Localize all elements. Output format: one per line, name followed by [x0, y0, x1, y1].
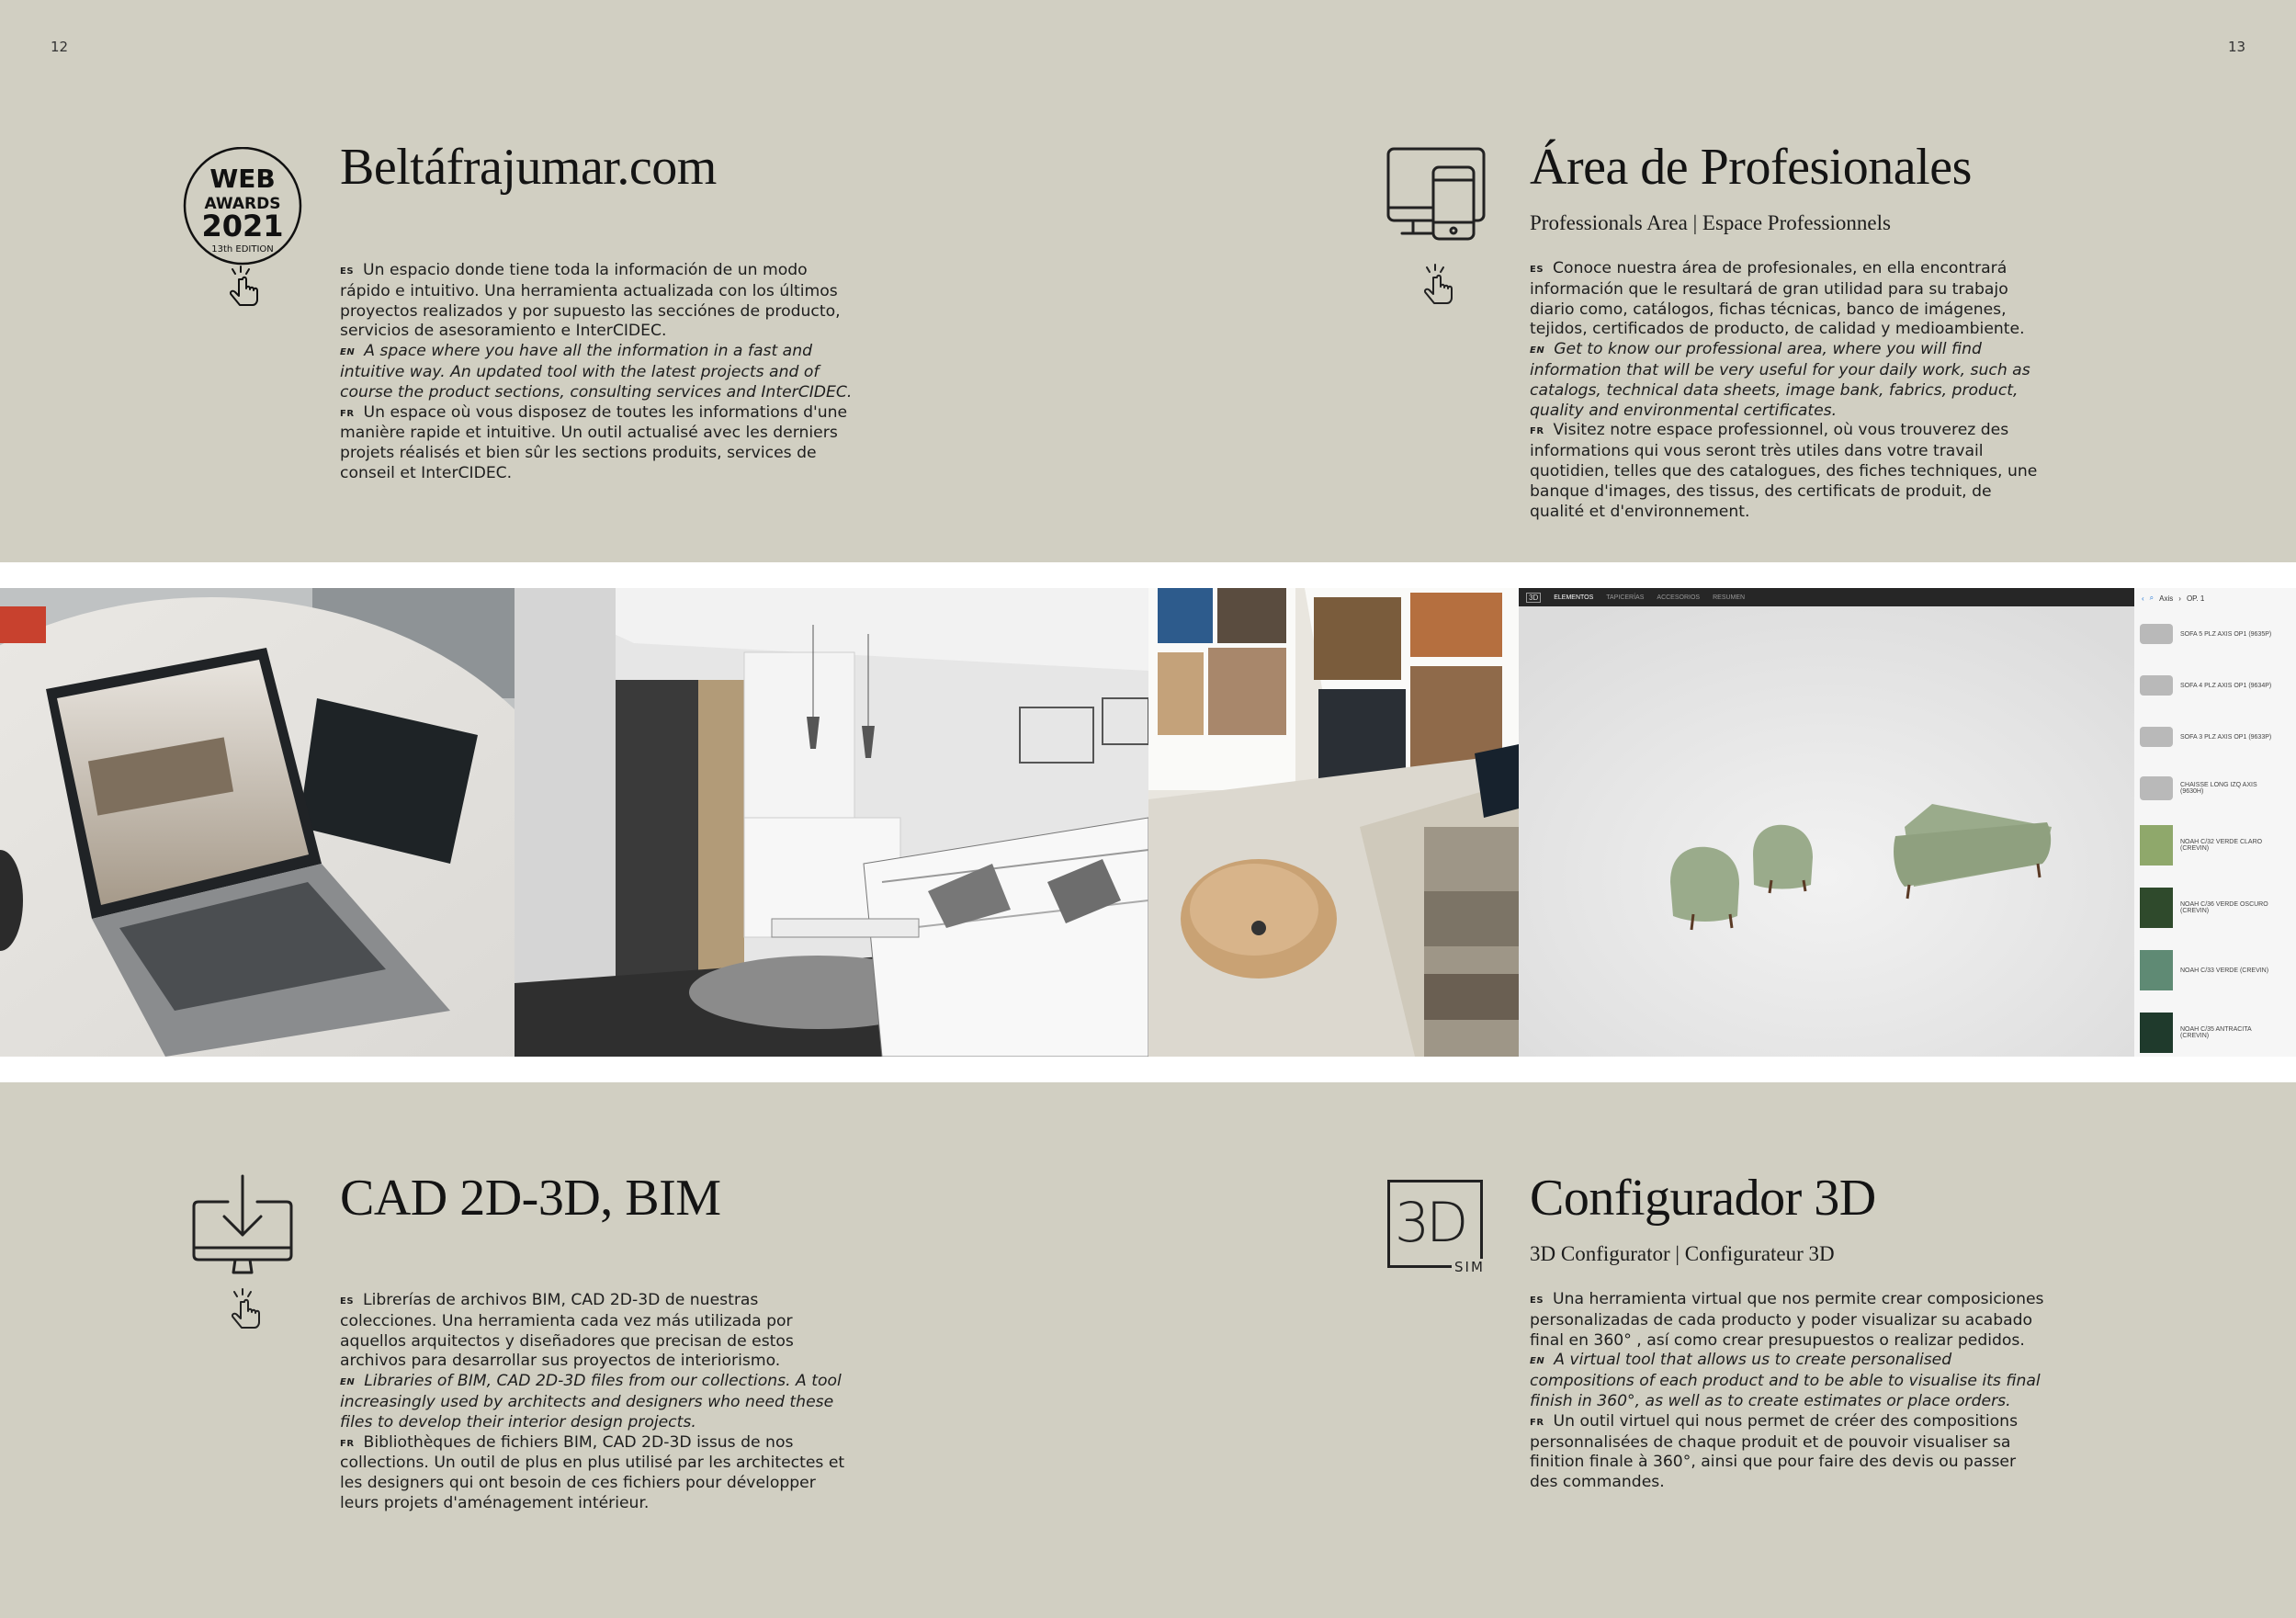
cad-title: CAD 2D-3D, BIM	[340, 1170, 721, 1227]
sofa-thumbnail-icon	[2140, 675, 2173, 696]
configurator-list-item[interactable]	[2134, 660, 2296, 711]
fabric-swatch-icon	[2140, 950, 2173, 990]
fabric-swatch-icon	[2140, 888, 2173, 928]
item-label: NOAH C/35 ANTRACITA (CREVIN)	[2180, 1026, 2252, 1039]
badge-edition-text: 13th EDITION	[211, 244, 274, 255]
badge-year-text: 2021	[201, 209, 284, 243]
web-awards-badge	[182, 147, 305, 312]
item-label: NOAH C/36 VERDE OSCURO (CREVIN)	[2180, 901, 2268, 914]
lang-fr-label: FR	[1530, 426, 1544, 437]
configurator-list-item[interactable]	[2134, 711, 2296, 763]
configurator-breadcrumb	[2134, 588, 2296, 608]
config-text-es: Una herramienta virtual que nos permite crear composiciones personalizadas de cada producto y poder visualizar su acabado final en 360° , así como crear presupuestos o realizar pedidos.	[1530, 1290, 2044, 1350]
item-label: NOAH C/33 VERDE (CREVIN)	[2180, 967, 2269, 974]
web-title: Beltáfrajumar.com	[340, 139, 717, 196]
config-subtitle: 3D Configurator | Configurateur 3D	[1530, 1242, 1835, 1265]
cad-section	[340, 1172, 854, 1514]
photo-strip	[0, 588, 2296, 1057]
config-text-en: A virtual tool that allows us to create personalised compositions of each product and to be able to visualise its final finish in 360°, as well as to create estimates or place orders.	[1530, 1351, 2041, 1410]
fabric-swatch-icon	[2140, 825, 2173, 866]
catalog-fabrics-photo	[1148, 588, 1519, 1057]
lang-es-label: ES	[340, 266, 355, 277]
item-label: SOFA 3 PLZ AXIS OP1 (9633P)	[2180, 733, 2272, 741]
web-section	[340, 141, 854, 484]
pro-body	[1530, 259, 2044, 522]
3d-sim-logo	[1386, 1178, 1488, 1277]
page-number-right: 13	[2228, 39, 2246, 55]
item-label: SOFA 5 PLZ AXIS OP1 (9635P)	[2180, 630, 2272, 638]
configurator-ui	[1519, 588, 2296, 1057]
lang-es-label: ES	[340, 1296, 355, 1307]
back-chevron-icon[interactable]: ‹	[2142, 594, 2144, 603]
tap-hand-icon	[231, 266, 257, 305]
interior-render-photo	[515, 588, 1148, 1057]
devices-icon	[1386, 145, 1487, 311]
logo-sim-text: SIM	[1452, 1259, 1487, 1275]
lang-fr-label: FR	[340, 408, 355, 419]
fabric-swatch-icon	[2140, 1013, 2173, 1053]
tab-tapicerias[interactable]: TAPICERÍAS	[1606, 594, 1645, 601]
cad-text-es: Librerías de archivos BIM, CAD 2D-3D de nuestras colecciones. Una herramienta cada vez más utilizada por aquellos arquitectos y diseñadores que precisan de estos archivos para desarrollar sus proyectos de interiorismo.	[340, 1291, 794, 1371]
logo-3d-text: 3D	[1395, 1191, 1465, 1255]
cad-body	[340, 1291, 854, 1514]
badge-web-text: WEB	[209, 164, 276, 194]
configurator-list-item[interactable]	[2134, 877, 2296, 939]
page-number-left: 12	[51, 39, 69, 55]
search-icon[interactable]: ⌕	[2149, 594, 2155, 602]
configurator-logo: 3D	[1526, 593, 1541, 603]
lang-fr-label: FR	[340, 1438, 355, 1449]
configurator-list-item[interactable]	[2134, 1001, 2296, 1057]
pro-text-en: Get to know our professional area, where you will find information that will be very useful for your daily work, such as catalogs, technical data sheets, image bank, fabrics, product, quality and environmental certificates.	[1530, 340, 2030, 420]
web-text-en: A space where you have all the information in a fast and intuitive way. An updated tool with the latest projects and of course the product sections, consulting services and InterCIDEC.	[340, 342, 853, 402]
configurator-list-item[interactable]	[2134, 608, 2296, 660]
lang-en-label: EN	[1530, 345, 1545, 356]
laptop-photo	[0, 588, 515, 1057]
web-text-es: Un espacio donde tiene toda la información de un modo rápido e intuitivo. Una herramienta actualizada con los últimos proyectos realizados y por supuesto las secciónes de producto, servicios de asesoramiento e InterCIDEC.	[340, 261, 841, 341]
sofa-thumbnail-icon	[2140, 624, 2173, 644]
configurator-toolbar	[1519, 588, 2134, 606]
chevron-right-icon: ›	[2178, 594, 2181, 603]
web-body	[340, 261, 854, 484]
pro-text-fr: Visitez notre espace professionnel, où vous trouverez des informations qui vous seront très utiles dans votre travail quotidien, telles que des catalogues, des fiches techniques, une banque d'images, des tissus, des certificats de produit, de qualité et d'environnement.	[1530, 421, 2038, 521]
lang-fr-label: FR	[1530, 1417, 1544, 1428]
breadcrumb-axis[interactable]: Axis	[2159, 594, 2174, 603]
lang-en-label: EN	[1530, 1356, 1545, 1367]
sofa-thumbnail-icon	[2140, 727, 2173, 747]
cad-text-en: Libraries of BIM, CAD 2D-3D files from our collections. A tool increasingly used by architects and designers who need these files to develop their interior design projects.	[340, 1372, 842, 1431]
configurator-list-item[interactable]	[2134, 939, 2296, 1001]
config-text-fr: Un outil virtuel qui nous permet de créer des compositions personnalisées de chaque produit et de pouvoir visualiser sa finition finale à 360°, ainsi que pour faire des devis ou passer des commandes.	[1530, 1411, 2019, 1492]
lang-es-label: ES	[1530, 265, 1544, 275]
cad-text-fr: Bibliothèques de fichiers BIM, CAD 2D-3D issus de nos collections. Un outil de plus en plus utilisé par les architectes et les designers qui ont besoin de ces fichiers pour développer leurs projets d'aménagement intérieur.	[340, 1432, 845, 1512]
item-label: NOAH C/32 VERDE CLARO (CREVIN)	[2180, 839, 2263, 852]
badge-awards-text: AWARDS	[204, 195, 281, 213]
lang-en-label: EN	[340, 1377, 356, 1388]
pro-section	[1530, 141, 2044, 522]
configurator-side-panel	[2134, 588, 2296, 1057]
web-text-fr: Un espace où vous disposez de toutes les informations d'une manière rapide et intuitive. Un outil actualisé avec les derniers projets réalisés et bien sûr les sections produits, services de conseil et InterCIDEC.	[340, 402, 848, 482]
pro-text-es: Conoce nuestra área de profesionales, en ella encontrará información que le resultará de gran utilidad para su trabajo diario como, catálogos, fichas técnicas, banco de imágenes, tejidos, certificados de producto, de calidad y medioambiente.	[1530, 259, 2025, 339]
configurator-list-item[interactable]	[2134, 763, 2296, 814]
pro-subtitle: Professionals Area | Espace Professionnels	[1530, 211, 1891, 234]
configurator-list-item[interactable]	[2134, 814, 2296, 877]
breadcrumb-op[interactable]: OP. 1	[2186, 594, 2205, 603]
download-monitor-icon	[191, 1174, 294, 1335]
config-body	[1530, 1290, 2044, 1493]
tab-resumen[interactable]: RESUMEN	[1713, 594, 1746, 601]
chaise-thumbnail-icon	[2140, 776, 2173, 800]
config-section	[1530, 1172, 2044, 1493]
tab-elementos[interactable]: ELEMENTOS	[1554, 594, 1594, 601]
sofa-3d-view[interactable]	[1519, 606, 2134, 1057]
tab-accesorios[interactable]: ACCESORIOS	[1657, 594, 1701, 601]
item-label: SOFA 4 PLZ AXIS OP1 (9634P)	[2180, 682, 2272, 689]
lang-en-label: EN	[340, 347, 356, 358]
item-label: CHAISSE LONG IZQ AXIS (9630H)	[2180, 782, 2257, 795]
config-title: Configurador 3D	[1530, 1170, 1876, 1227]
pro-title: Área de Profesionales	[1530, 139, 1972, 196]
lang-es-label: ES	[1530, 1296, 1544, 1306]
